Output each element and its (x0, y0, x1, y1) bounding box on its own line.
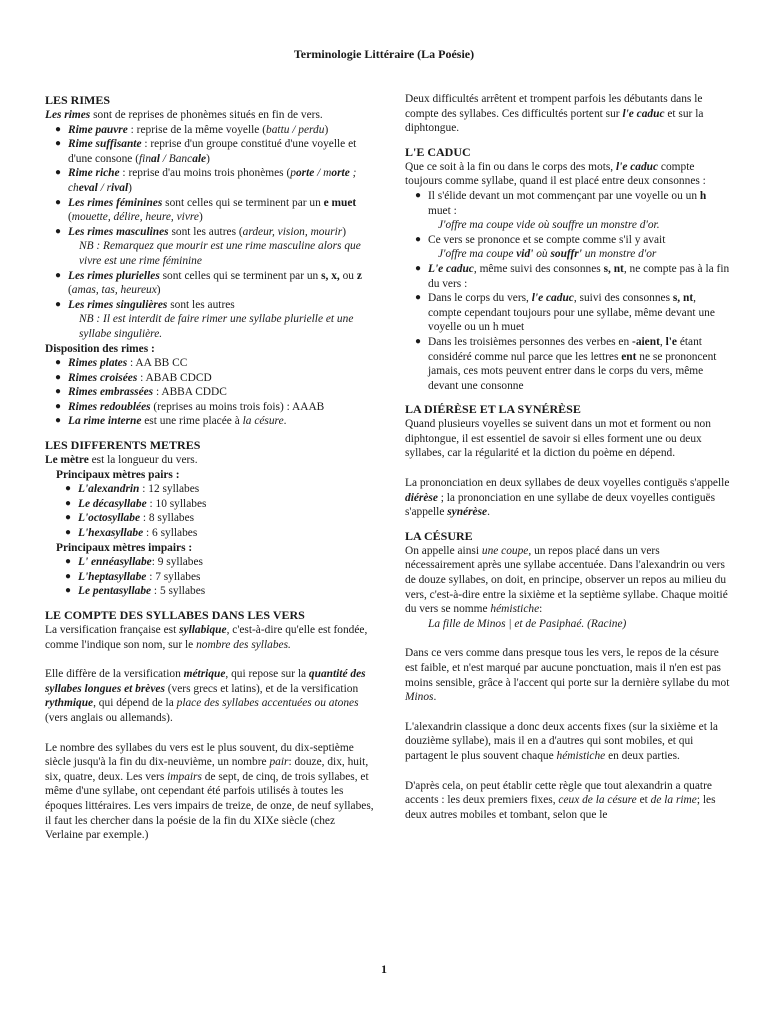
compte-paragraph-3: Le nombre des syllabes du vers est le plus souvent, du dix-septième siècle jusqu'à la fin du dix-neuvième, un nombre pair: douze, dix, huit, six, quatre, deux. Les vers impairs de sept, de cinq, de trois syllabes, et même d'une syllabe, ont cependant été parfois utilisés à toutes les époques littéraires. Les vers impairs de treize, de onze, de neuf syllabes, il faut les chercher dans la poésie de la fin du XIXe siècle (chez Verlaine par exemple.) (45, 741, 374, 842)
bullet-icon: ● (415, 292, 422, 304)
intro-paragraph: Deux difficultés arrêtent et trompent parfois les débutants dans le compte des syllabes. Ces difficultés portent sur l'e caduc et sur la diphtongue. (405, 93, 704, 135)
list-item: ● Il s'élide devant un mot commençant par une voyelle ou un h muet : (415, 189, 707, 217)
list-item: ● Rime riche : reprise d'au moins trois phonèmes (porte / morte ; cheval / rival) (55, 167, 357, 194)
bullet-icon: ● (65, 497, 72, 509)
section-heading-rimes: LES RIMES (45, 93, 111, 107)
section-heading-metres: LES DIFFERENTS METRES (45, 438, 201, 453)
note-text: NB : Il est interdit de faire rimer une syllabe plurielle et une syllabe singulière. (79, 313, 354, 340)
subheading-pairs: Principaux mètres pairs : (56, 468, 180, 481)
cesure-paragraph-1: On appelle ainsi une coupe, un repos placé dans un vers nécessairement après une syllabe accentuée. Dans l'alexandrin ou vers de douze syllabes, on doit, en principe, observer un repos au milieu du vers, c'est-à-dire entre la sixième et la septième syllabe. Chaque moitié du vers se nomme hémistiche: (405, 544, 728, 616)
list-item: ● L'octosyllabe : 8 syllabes (65, 512, 195, 525)
list-item: ● L'heptasyllabe : 7 syllabes (65, 570, 201, 583)
section-heading-cesure: LA CÉSURE (405, 528, 473, 543)
list-item: ● L'hexasyllabe : 6 syllabes (65, 527, 198, 540)
list-item: ● Le décasyllabe : 10 syllabes (65, 497, 207, 510)
bullet-icon: ● (55, 196, 62, 208)
cesure-paragraph-4: D'après cela, on peut établir cette règle que tout alexandrin a quatre accents : les deux premiers fixes, ceux de la césure et de la rime; les deux autres mobiles et tombant, selon que le (405, 779, 716, 821)
list-item: ● Les rimes féminines sont celles qui se terminent par un e muet (mouette, délire, heure, vivre) (55, 196, 357, 224)
right-column (405, 92, 730, 822)
list-item: ● Rimes plates : AA BB CC (55, 357, 188, 370)
note-text: NB : Remarquez que mourir est une rime masculine alors que vivre est une rime féminine (79, 240, 361, 267)
bullet-icon: ● (65, 570, 72, 582)
cesure-paragraph-2: Dans ce vers comme dans presque tous les vers, le repos de la césure est faible, et n'est marqué par aucune ponctuation, mais il n'en est pas moins sensible, grâce à l'accent qui porte sur la dernière syllabe du mot Minos. (405, 647, 730, 704)
disposition-heading: Disposition des rimes : (45, 342, 155, 355)
rimes-intro: Les rimes sont de reprises de phonèmes situés en fin de vers. (45, 109, 323, 121)
page-number: 1 (381, 962, 387, 976)
list-item: ● Les rimes plurielles sont celles qui se terminent par un s, x, ou z (amas, tas, heureux) (55, 269, 362, 297)
bullet-icon: ● (65, 585, 72, 597)
example-verse: La fille de Minos | et de Pasiphaé. (Racine) (428, 617, 627, 630)
metres-impairs-list (45, 555, 375, 599)
rimes-list-2 (45, 269, 375, 313)
list-item: ● L'alexandrin : 12 syllabes (65, 483, 200, 496)
list-item: ● Dans les troisièmes personnes des verbes en -aient, l'e étant considéré comme nul parce que les lettres ent ne se prononcent jamais, ces mots peuvent entrer dans le corps du vers, même devant une consonne (415, 335, 717, 392)
caduc-paragraph: Que ce soit à la fin ou dans le corps des mots, l'e caduc compte toujours comme syllabe, quand il est placé entre deux consonnes : (405, 160, 706, 188)
list-item: ● Les rimes masculines sont les autres (ardeur, vision, mourir) (55, 225, 347, 238)
list-item: ● Ce vers se prononce et se compte comme s'il y avait (415, 233, 666, 246)
list-item: ● Le pentasyllabe : 5 syllabes (65, 585, 206, 598)
bullet-icon: ● (415, 233, 422, 245)
rimes-list (45, 123, 375, 240)
section-heading-dierese: LA DIÉRÈSE ET LA SYNÉRÈSE (405, 402, 581, 417)
bullet-icon: ● (55, 269, 62, 281)
subheading-impairs: Principaux mètres impairs : (56, 541, 193, 554)
bullet-icon: ● (55, 123, 62, 135)
section-heading-caduc: L'E CADUC (405, 144, 471, 159)
bullet-icon: ● (65, 527, 72, 539)
compte-paragraph-2: Elle diffère de la versification métrique, qui repose sur la quantité des syllabes longues et brèves (vers grecs et latins), et de la versification rythmique, qui dépend de la place des syllabes accentuées ou atones (vers anglais ou allemands). (45, 668, 366, 724)
bullet-icon: ● (55, 371, 62, 383)
cesure-paragraph-3: L'alexandrin classique a donc deux accents fixes (sur la sixième et la douzième syllabe), mais il en a d'autres qui sont mobiles, et qui partagent le plus souvent chaque hémistiche en deux parties. (405, 720, 718, 762)
bullet-icon: ● (55, 225, 62, 237)
list-item: ● Rimes embrassées : ABBA CDDC (55, 386, 227, 399)
left-column (45, 92, 375, 843)
example-verse: J'offre ma coupe vid' où souffr' un monstre d'or (438, 248, 657, 261)
bullet-icon: ● (55, 415, 62, 427)
bullet-icon: ● (65, 556, 72, 568)
bullet-icon: ● (55, 386, 62, 398)
list-item: ● Rimes redoublées (reprises au moins trois fois) : AAAB (55, 400, 325, 413)
bullet-icon: ● (415, 262, 422, 274)
caduc-list-3 (405, 262, 730, 393)
example-verse: J'offre ma coupe vide où souffre un monstre d'or. (438, 219, 660, 232)
dierese-paragraph-1: Quand plusieurs voyelles se suivent dans un mot et forment ou non diphtongue, il est essentiel de savoir si elles forment une ou deux syllabes, car la régularité et la diction du poème en dépend. (405, 418, 711, 460)
metres-pairs-list (45, 482, 375, 540)
bullet-icon: ● (415, 335, 422, 347)
bullet-icon: ● (55, 400, 62, 412)
bullet-icon: ● (55, 138, 62, 150)
list-item: ● Rime suffisante : reprise d'un groupe constitué d'une voyelle et d'une consone (final / Bancale) (55, 138, 357, 165)
bullet-icon: ● (65, 483, 72, 495)
list-item: ● L'e caduc, même suivi des consonnes s, nt, ne compte pas à la fin du vers : (415, 262, 730, 290)
list-item: ● La rime interne est une rime placée à la césure. (55, 415, 287, 428)
list-item: ● Les rimes singulières sont les autres (55, 298, 235, 311)
disposition-list (45, 356, 375, 429)
list-item: ● Rime pauvre : reprise de la même voyelle (battu / perdu) (55, 123, 329, 136)
compte-paragraph-1: La versification française est syllabique, c'est-à-dire qu'elle est fondée, comme l'indique son nom, sur le nombre des syllabes. (45, 624, 368, 651)
list-item: ● L' ennéasyllabe: 9 syllabes (65, 556, 203, 569)
bullet-icon: ● (415, 189, 422, 201)
dierese-paragraph-2: La prononciation en deux syllabes de deux voyelles contiguës s'appelle diérèse ; la prononciation en une syllabe de deux voyelles contiguës s'appelle synérèse. (405, 477, 730, 519)
document-title: Terminologie Littéraire (La Poésie) (293, 47, 475, 61)
list-item: ● Rimes croisées : ABAB CDCD (55, 371, 212, 384)
bullet-icon: ● (55, 298, 62, 310)
list-item: ● Dans le corps du vers, l'e caduc, suivi des consonnes s, nt, compte cependant toujours pour une syllabe, même devant une voyelle ou un h muet (415, 292, 715, 334)
caduc-list (405, 189, 730, 218)
caduc-list-2 (405, 233, 730, 248)
bullet-icon: ● (55, 167, 62, 179)
bullet-icon: ● (65, 512, 72, 524)
section-heading-compte: LE COMPTE DES SYLLABES DANS LES VERS (45, 608, 305, 622)
bullet-icon: ● (55, 357, 62, 369)
metres-intro: Le mètre est la longueur du vers. (45, 454, 198, 467)
